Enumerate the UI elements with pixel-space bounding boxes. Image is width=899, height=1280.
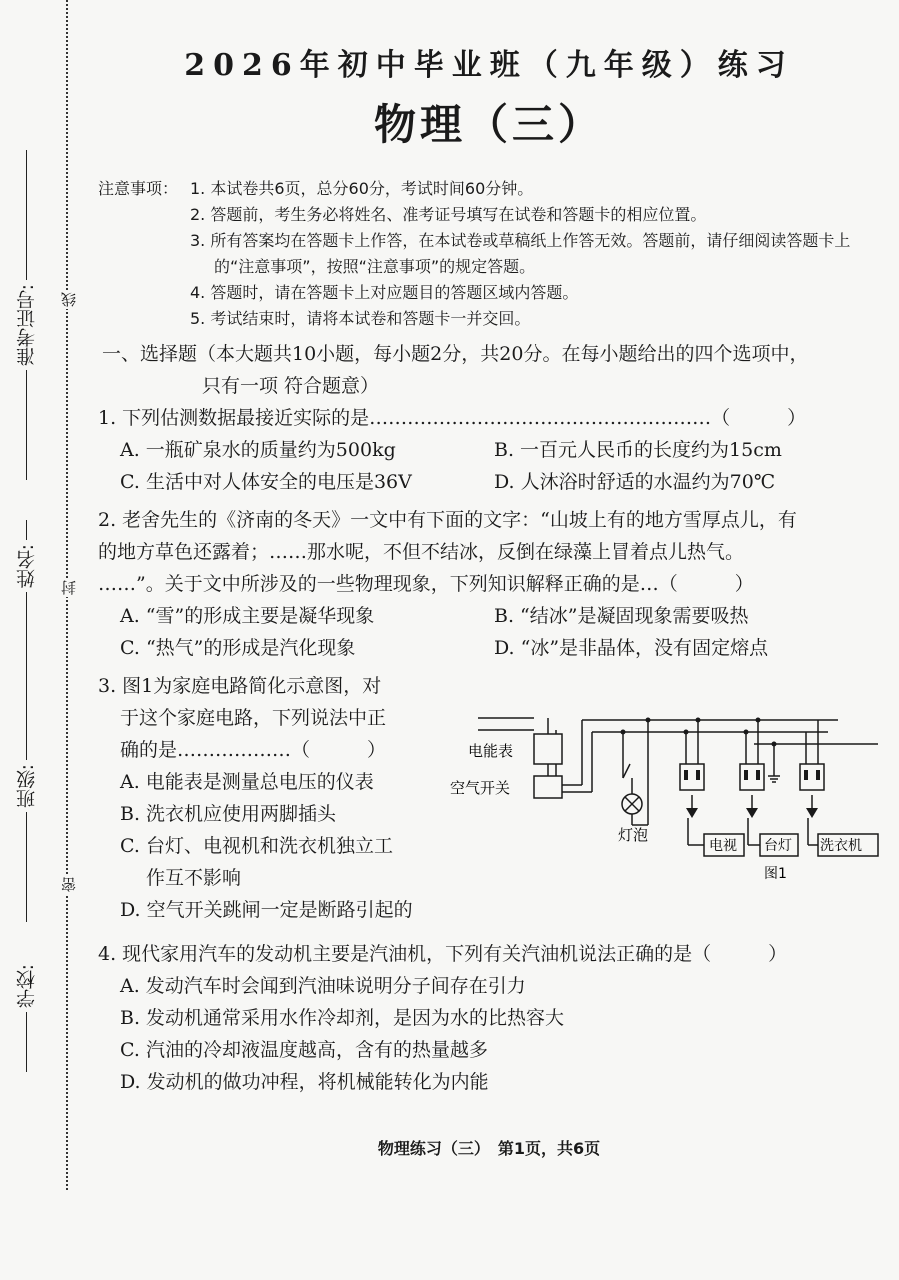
notice-item: 1. 本试卷共6页，总分60分，考试时间60分钟。 [190, 179, 534, 198]
seal-char-secret: 密 [60, 877, 78, 892]
question-4-option-a[interactable]: A. 发动汽车时会闻到汽油味说明分子间存在引力 [120, 975, 526, 997]
exam-number-blank[interactable] [26, 150, 27, 280]
question-2-option-d[interactable]: D. “冰”是非晶体，没有固定熔点 [494, 637, 769, 659]
question-2-stem-line1: 2. 老舍先生的《济南的冬天》一文中有下面的文字：“山坡上有的地方雪厚点儿，有 [98, 509, 797, 531]
section-heading-line1: 一、选择题（本大题共10小题，每小题2分，共20分。在每小题给出的四个选项中， [102, 343, 809, 365]
question-2-stem-line2: 的地方草色还露着；……那水呢，不但不结冰，反倒在绿藻上冒着点儿热气。 [98, 541, 745, 563]
seal-char-line: 线 [60, 292, 78, 307]
school-blank[interactable] [26, 1012, 27, 1072]
notice-lead: 注意事项： [98, 179, 179, 198]
binding-margin [0, 0, 90, 1280]
question-3-option-d[interactable]: D. 空气开关跳闸一定是断路引起的 [120, 899, 413, 921]
question-3-stem-line3: 确的是………………（ ） [120, 739, 387, 761]
question-1-stem: 1. 下列估测数据最接近实际的是………………………………………………（ ） [98, 407, 807, 429]
school-field[interactable] [6, 960, 46, 1072]
exam-number-label: 准考证号: [15, 284, 38, 367]
school-label: 学校: [15, 964, 38, 1009]
question-2-option-b[interactable]: B. “结冰”是凝固现象需要吸热 [494, 605, 749, 627]
notice-item: 5. 考试结束时，请将本试卷和答题卡一并交回。 [190, 309, 531, 328]
bulb-label: 灯泡 [618, 826, 649, 844]
question-4-option-c[interactable]: C. 汽油的冷却液温度越高，含有的热量越多 [120, 1039, 488, 1061]
notice-item: 2. 答题前，考生务必将姓名、准考证号填写在试卷和答题卡的相应位置。 [190, 205, 707, 224]
class-label: 班级: [15, 764, 38, 809]
question-3-option-c-cont: 作互不影响 [146, 867, 242, 889]
question-2-option-a[interactable]: A. “雪”的形成主要是凝华现象 [120, 605, 375, 627]
question-3-option-c[interactable]: C. 台灯、电视机和洗衣机独立工 [120, 835, 393, 857]
name-label: 姓名: [15, 544, 38, 589]
question-2-option-c[interactable]: C. “热气”的形成是汽化现象 [120, 637, 356, 659]
exam-title: 2026年初中毕业班（九年级）练习 [184, 48, 794, 83]
question-4-option-b[interactable]: B. 发动机通常采用水作冷却剂，是因为水的比热容大 [120, 1007, 565, 1029]
lamp-label: 台灯 [764, 838, 792, 854]
question-1-option-c[interactable]: C. 生活中对人体安全的电压是36V [120, 471, 412, 493]
seal-char-seal: 封 [60, 580, 78, 595]
question-1-option-b[interactable]: B. 一百元人民币的长度约为15cm [494, 439, 782, 461]
breaker-label: 空气开关 [450, 779, 511, 797]
notice-block [98, 176, 880, 332]
question-4 [98, 938, 880, 1098]
circuit-diagram [450, 700, 878, 890]
class-blank[interactable] [26, 690, 27, 760]
question-1-option-a[interactable]: A. 一瓶矿泉水的质量约为500kg [120, 439, 396, 461]
tv-label: 电视 [709, 838, 737, 854]
question-3-option-b[interactable]: B. 洗衣机应使用两脚插头 [120, 803, 337, 825]
figure-caption: 图1 [764, 866, 787, 882]
section-heading-line2: 只有一项 符合题意） [202, 375, 380, 397]
question-3-option-a[interactable]: A. 电能表是测量总电压的仪表 [120, 771, 374, 793]
section-heading [102, 338, 880, 402]
breaker-box [534, 776, 562, 798]
question-3-stem-line1: 3. 图1为家庭电路简化示意图，对 [98, 675, 382, 697]
subject-title: 物理（三） [373, 100, 604, 149]
meter-label: 电能表 [468, 742, 514, 760]
notice-item: 3. 所有答案均在答题卡上作答，在本试卷或草稿纸上作答无效。答题前，请仔细阅读答题卡上的“注意事项”，按照“注意事项”的规定答题。 [190, 231, 851, 276]
notice-item: 4. 答题时，请在答题卡上对应题目的答题区域内答题。 [190, 283, 579, 302]
meter-box [534, 734, 562, 764]
question-2 [98, 504, 880, 664]
question-4-stem: 4. 现代家用汽车的发动机主要是汽油机，下列有关汽油机说法正确的是（ ） [98, 943, 788, 965]
page-footer: 物理练习（三） 第1页，共6页 [377, 1139, 601, 1158]
question-1-option-d[interactable]: D. 人沐浴时舒适的水温约为70℃ [494, 471, 776, 493]
question-4-option-d[interactable]: D. 发动机的做功冲程，将机械能转化为内能 [120, 1071, 489, 1093]
question-3 [98, 670, 458, 926]
name-field[interactable] [6, 520, 46, 712]
exam-number-field[interactable] [6, 150, 46, 480]
class-field[interactable] [6, 690, 46, 922]
figure-1-circuit [450, 700, 878, 890]
question-3-stem-line2: 于这个家庭电路，下列说法中正 [120, 707, 387, 729]
washer-label: 洗衣机 [820, 838, 862, 854]
question-1 [98, 402, 880, 498]
question-2-stem-line3: ……”。关于文中所涉及的一些物理现象，下列知识解释正确的是…（ ） [98, 573, 754, 595]
